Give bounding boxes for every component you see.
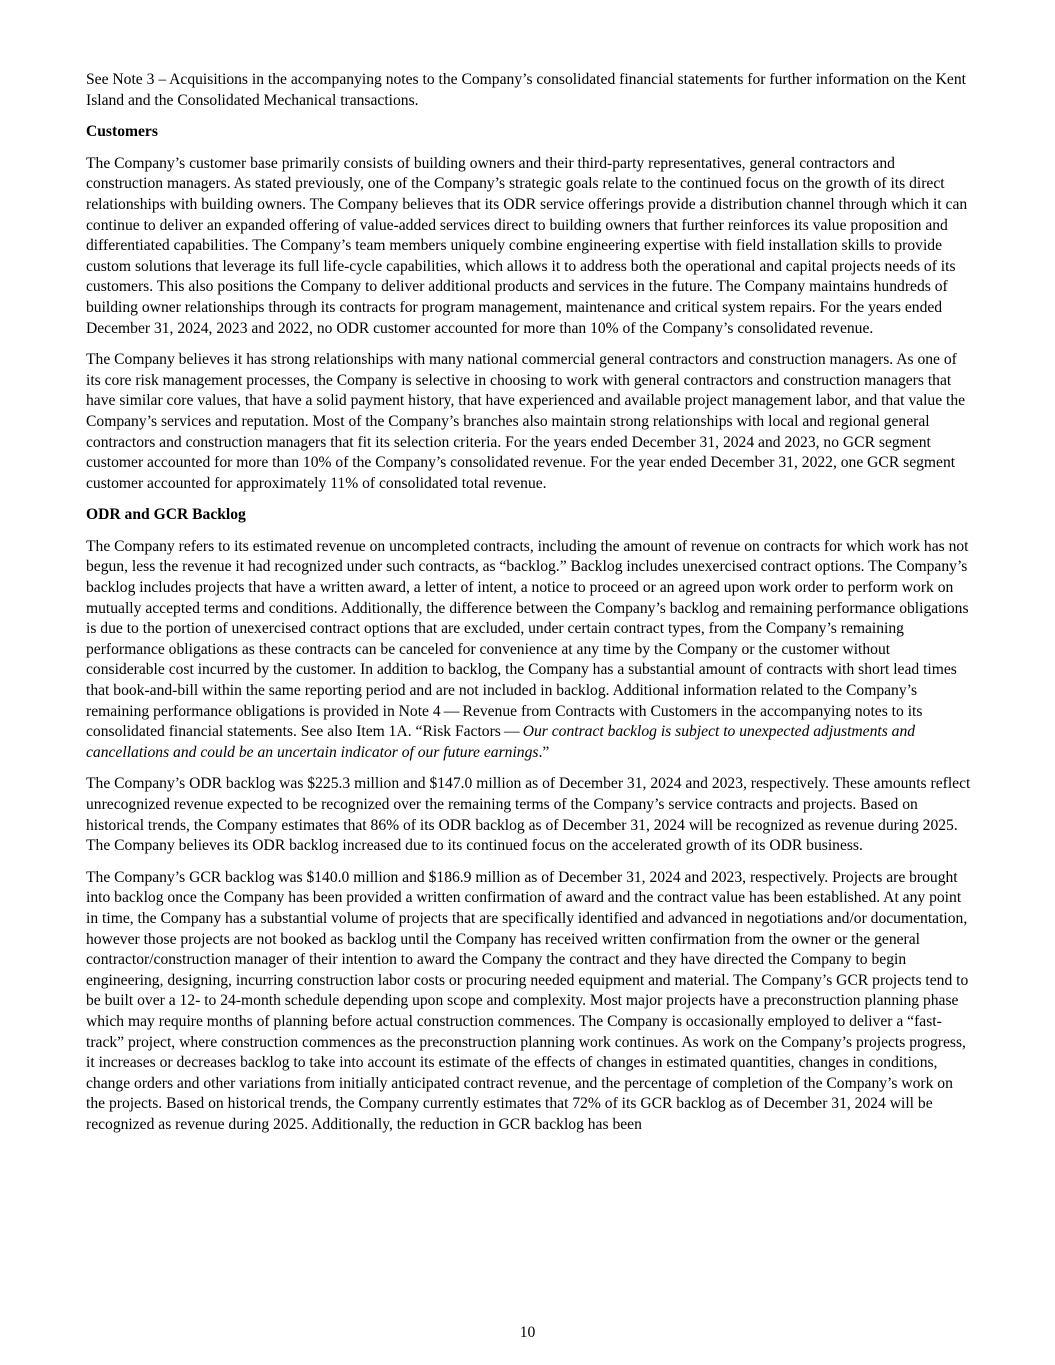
page-number: 10 xyxy=(519,1324,536,1341)
document-body xyxy=(86,70,972,1147)
intro-paragraph: See Note 3 – Acquisitions in the accompanying notes to the Company’s consolidated financial statements for further information on the Kent Island and the Consolidated Mechanical transactions. xyxy=(86,71,966,109)
customers-paragraph-2: The Company believes it has strong relationships with many national commercial general contractors and construction managers. As one of its core risk management processes, the Company is selective in choosing to work with general contractors and construction managers that have similar core values, that have a solid payment history, that have experienced and available project management labor, and that value the Company’s services and reputation. Most of the Company’s branches also maintain strong relationships with local and regional general contractors and construction managers that fit its selection criteria. For the years ended December 31, 2024 and 2023, no GCR segment customer accounted for more than 10% of the Company’s consolidated revenue. For the year ended December 31, 2022, one GCR segment customer accounted for approximately 11% of consolidated total revenue. xyxy=(86,351,966,492)
backlog-paragraph-1 xyxy=(86,537,972,764)
backlog-paragraph-3: The Company’s GCR backlog was $140.0 million and $186.9 million as of December 31, 2024 and 2023, respectively. Projects are brought into backlog once the Company has been provided a written confirmation of award and the contract value has been established. At any point in time, the Company has a substantial volume of projects that are specifically identified and advanced in negotiations and/or documentation, however those projects are not booked as backlog until the Company has received written confirmation from the owner or the general contractor/construction manager of their intention to award the Company the contract and they have directed the Company to begin engineering, designing, incurring construction labor costs or procuring needed equipment and material. The Company’s GCR projects tend to be built over a 12- to 24-month schedule depending upon scope and complexity. Most major projects have a preconstruction planning phase which may require months of planning before actual construction commences. The Company is occasionally employed to deliver a “fast-track” project, where construction commences as the preconstruction planning work continues. As work on the Company’s projects progress, it increases or decreases backlog to take into account its estimate of the effects of changes in estimated quantities, changes in conditions, change orders and other variations from initially anticipated contract revenue, and the percentage of completion of the Company’s work on the projects. Based on historical trends, the Company currently estimates that 72% of its GCR backlog as of December 31, 2024 will be recognized as revenue during 2025. Additionally, the reduction in GCR backlog has been xyxy=(86,868,969,1133)
risk-factor-title: Our contract backlog is subject to unexpected adjustments and cancellations and could be an uncertain indicator of our future earnings xyxy=(86,723,916,761)
backlog-heading: ODR and GCR Backlog xyxy=(86,506,246,524)
customers-paragraph-1: The Company’s customer base primarily consists of building owners and their third-party representatives, general contractors and construction managers. As stated previously, one of the Company’s strategic goals relate to the continued focus on the growth of its direct relationships with building owners. The Company believes that its ODR service offerings provide a distribution channel through which it can continue to deliver an expanded offering of value-added services direct to building owners that further reinforces its value proposition and differentiated capabilities. The Company’s team members uniquely combine engineering expertise with field installation skills to provide custom solutions that leverage its full life-cycle capabilities, which allows it to address both the operational and capital projects needs of its customers. This also positions the Company to deliver additional products and services in the future. The Company maintains hundreds of building owner relationships through its contracts for program management, maintenance and critical system repairs. For the years ended December 31, 2024, 2023 and 2022, no ODR customer accounted for more than 10% of the Company’s consolidated revenue. xyxy=(86,154,968,337)
backlog-paragraph-1-text: The Company refers to its estimated revenue on uncompleted contracts, including the amount of revenue on contracts for which work has not begun, less the revenue it had recognized under such contracts, as “backlog.” Backlog includes unexercised contract options. The Company’s backlog includes projects that have a written award, a letter of intent, a notice to proceed or an agreed upon work order to perform work on mutually accepted terms and conditions. Additionally, the difference between the Company’s backlog and remaining performance obligations is due to the portion of unexercised contract options that are excluded, under certain contract types, from the Company’s remaining performance obligations as these contracts can be canceled for convenience at any time by the Company or the customer without considerable cost incurred by the customer. In addition to backlog, the Company has a substantial amount of contracts with short lead times that book-and-bill within the same reporting period and are not included in backlog. Additional information related to the Company’s remaining performance obligations is provided in Note 4 — Revenue from Contracts with Customers in the accompanying notes to its consolidated financial statements. See also Item 1A. “Risk Factors — xyxy=(86,537,969,741)
backlog-paragraph-2: The Company’s ODR backlog was $225.3 million and $147.0 million as of December 31, 2024 and 2023, respectively. These amounts reflect unrecognized revenue expected to be recognized over the remaining terms of the Company’s service contracts and projects. Based on historical trends, the Company estimates that 86% of its ODR backlog as of December 31, 2024 will be recognized as revenue during 2025. The Company believes its ODR backlog increased due to its continued focus on the accelerated growth of its ODR business. xyxy=(86,775,971,855)
customers-heading: Customers xyxy=(86,123,158,141)
backlog-paragraph-1-tail: .” xyxy=(538,743,550,761)
